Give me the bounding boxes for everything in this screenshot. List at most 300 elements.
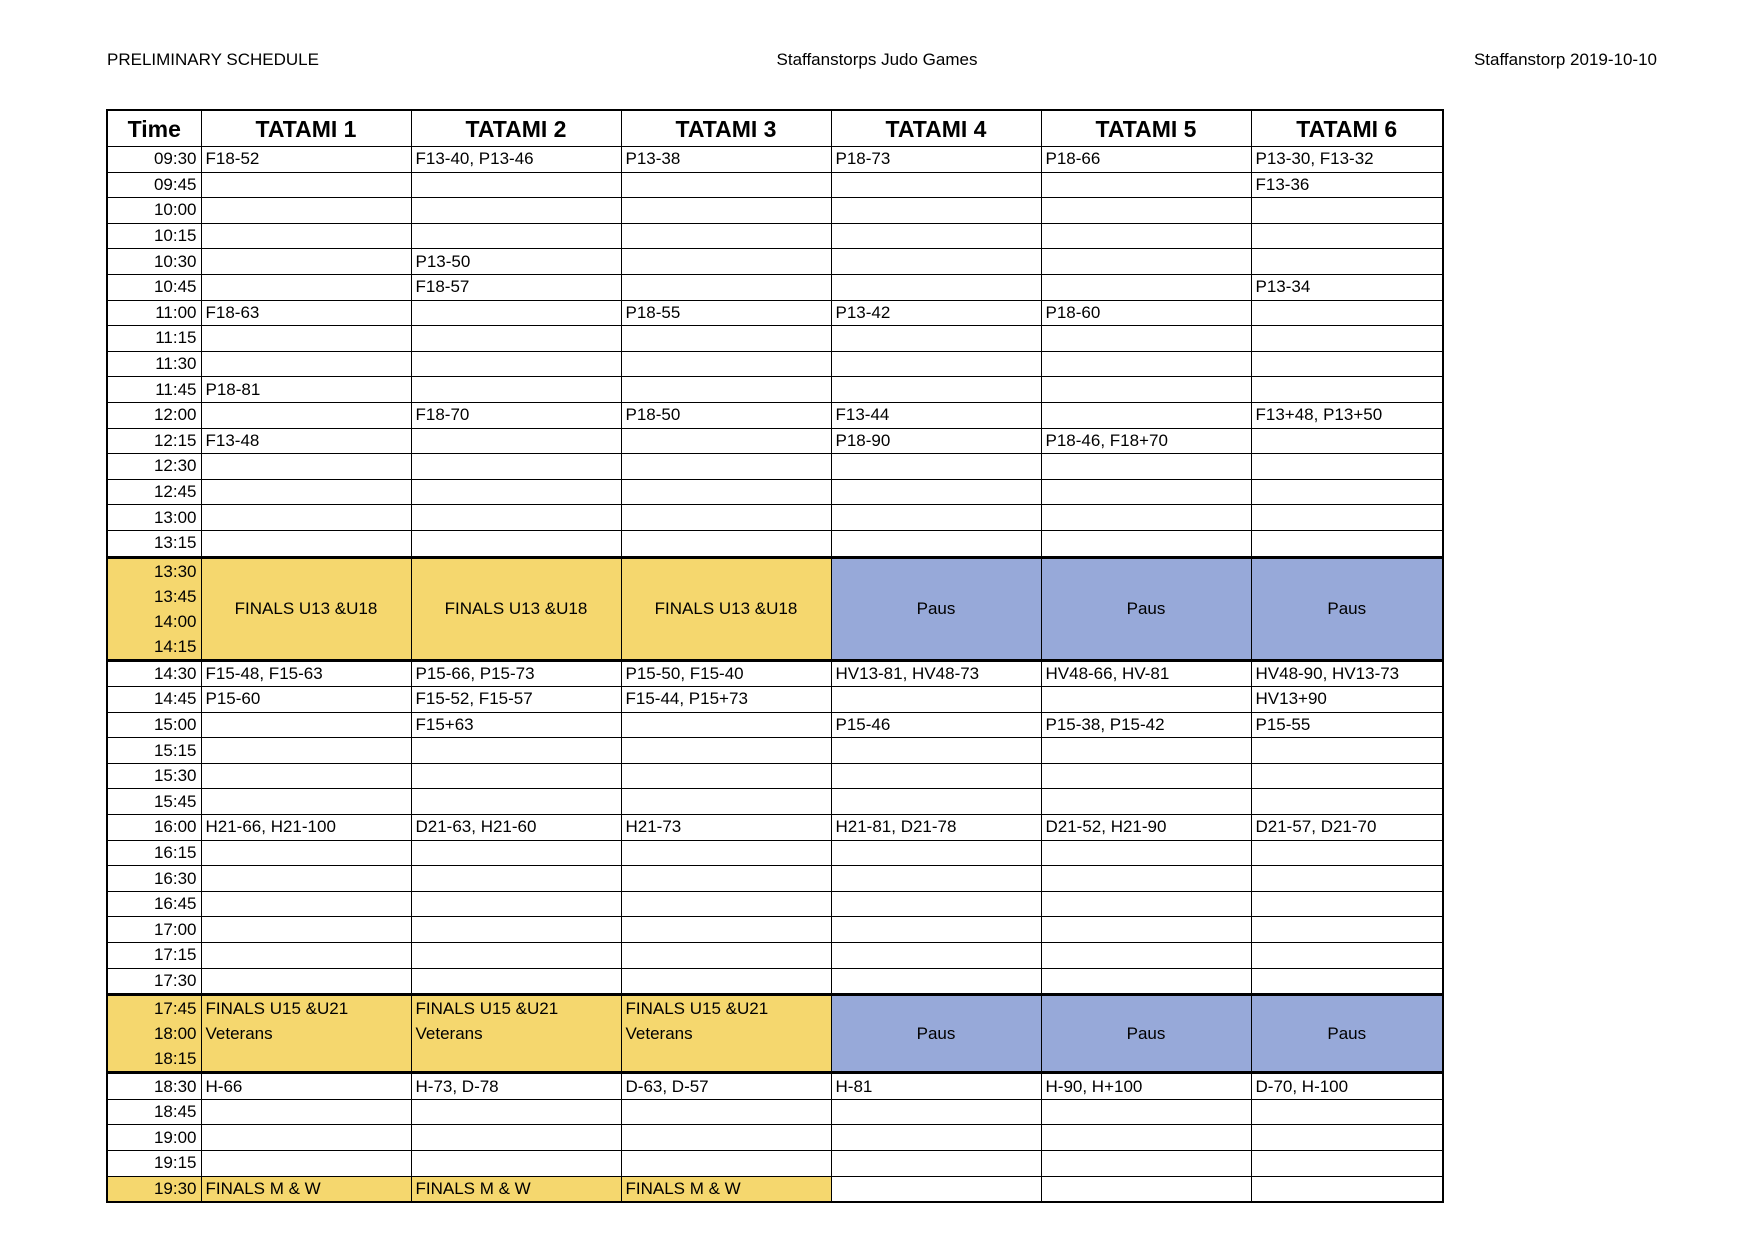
time-label: 18:15 (153, 1049, 197, 1069)
time-cell: 11:00 (107, 300, 201, 326)
schedule-cell: P15-38, P15-42 (1041, 712, 1251, 738)
schedule-cell (1041, 223, 1251, 249)
table-row (107, 147, 1443, 173)
schedule-cell: F13-36 (1251, 172, 1443, 198)
finals-band-row (107, 995, 1443, 1073)
table-row (107, 198, 1443, 224)
schedule-cell (201, 1151, 411, 1177)
table-row (107, 505, 1443, 531)
schedule-cell (201, 172, 411, 198)
schedule-cell (201, 402, 411, 428)
column-header: TATAMI 4 (831, 110, 1041, 147)
time-cell: 10:00 (107, 198, 201, 224)
schedule-cell (831, 505, 1041, 531)
schedule-cell (411, 223, 621, 249)
schedule-cell (1041, 763, 1251, 789)
schedule-cell: FINALS M & W (201, 1176, 411, 1202)
time-cell: 15:15 (107, 738, 201, 764)
schedule-cell (831, 351, 1041, 377)
finals-cell (201, 995, 411, 1073)
time-cell: 15:45 (107, 789, 201, 815)
schedule-cell (621, 198, 831, 224)
time-cell: 12:30 (107, 454, 201, 480)
schedule-cell: H21-66, H21-100 (201, 815, 411, 841)
schedule-cell (1251, 1176, 1443, 1202)
pause-cell: Paus (1251, 995, 1443, 1073)
schedule-cell (621, 530, 831, 557)
column-header: TATAMI 3 (621, 110, 831, 147)
schedule-cell (1251, 428, 1443, 454)
schedule-cell (1041, 968, 1251, 995)
schedule-cell (831, 763, 1041, 789)
schedule-cell (1041, 479, 1251, 505)
time-cell: 17:15 (107, 943, 201, 969)
column-header: TATAMI 1 (201, 110, 411, 147)
table-row (107, 479, 1443, 505)
column-header: Time (107, 110, 201, 147)
finals-cell: FINALS U13 &U18 (621, 557, 831, 660)
schedule-cell: H-90, H+100 (1041, 1073, 1251, 1100)
time-label: 18:00 (153, 1024, 197, 1044)
table-row (107, 223, 1443, 249)
schedule-cell (201, 968, 411, 995)
time-cell: 10:30 (107, 249, 201, 275)
schedule-cell (831, 223, 1041, 249)
time-cell: 15:00 (107, 712, 201, 738)
time-cell: 19:30 (107, 1176, 201, 1202)
schedule-cell (621, 1099, 831, 1125)
schedule-cell: P15-66, P15-73 (411, 660, 621, 687)
schedule-cell (201, 198, 411, 224)
schedule-cell (1251, 300, 1443, 326)
schedule-cell (1251, 377, 1443, 403)
schedule-cell (831, 479, 1041, 505)
time-cell: 10:15 (107, 223, 201, 249)
schedule-cell (831, 968, 1041, 995)
schedule-cell (1041, 530, 1251, 557)
time-cell: 16:45 (107, 891, 201, 917)
schedule-cell (1041, 326, 1251, 352)
schedule-cell (831, 840, 1041, 866)
schedule-cell (411, 172, 621, 198)
time-cell: 09:45 (107, 172, 201, 198)
finals-sublabel: Veterans (205, 1024, 273, 1044)
schedule-cell (831, 1176, 1041, 1202)
schedule-cell (411, 505, 621, 531)
schedule-cell (1041, 687, 1251, 713)
header-left-title: PRELIMINARY SCHEDULE (107, 50, 319, 69)
schedule-cell (621, 866, 831, 892)
schedule-cell: D-70, H-100 (1251, 1073, 1443, 1100)
pause-cell: Paus (1041, 995, 1251, 1073)
schedule-cell (1251, 479, 1443, 505)
schedule-cell (621, 712, 831, 738)
time-cell: 12:15 (107, 428, 201, 454)
schedule-cell (831, 1099, 1041, 1125)
schedule-cell (201, 866, 411, 892)
schedule-cell: P18-73 (831, 147, 1041, 173)
schedule-cell (411, 326, 621, 352)
schedule-cell: D-63, D-57 (621, 1073, 831, 1100)
schedule-cell: H21-81, D21-78 (831, 815, 1041, 841)
time-cell: 12:00 (107, 402, 201, 428)
schedule-cell (411, 300, 621, 326)
schedule-cell: D21-57, D21-70 (1251, 815, 1443, 841)
schedule-cell (201, 351, 411, 377)
schedule-cell (1251, 249, 1443, 275)
schedule-cell (411, 917, 621, 943)
final-row (107, 1176, 1443, 1202)
schedule-cell (411, 968, 621, 995)
schedule-cell: HV13+90 (1251, 687, 1443, 713)
schedule-cell (1251, 917, 1443, 943)
schedule-cell: P13-34 (1251, 274, 1443, 300)
schedule-cell (411, 351, 621, 377)
schedule-cell (1041, 789, 1251, 815)
schedule-cell: P15-46 (831, 712, 1041, 738)
schedule-cell (1041, 172, 1251, 198)
time-cell: 14:30 (107, 660, 201, 687)
time-cell: 16:15 (107, 840, 201, 866)
schedule-cell: P13-38 (621, 147, 831, 173)
schedule-cell (831, 738, 1041, 764)
schedule-cell: HV48-66, HV-81 (1041, 660, 1251, 687)
time-cell (107, 995, 201, 1073)
schedule-cell (621, 968, 831, 995)
schedule-cell (201, 274, 411, 300)
table-row (107, 660, 1443, 687)
header-place-date: Staffanstorp 2019-10-10 (1473, 50, 1657, 69)
schedule-cell (1251, 738, 1443, 764)
finals-cell (621, 995, 831, 1073)
table-row (107, 943, 1443, 969)
table-row (107, 1073, 1443, 1100)
schedule-cell (1041, 1176, 1251, 1202)
schedule-cell (201, 326, 411, 352)
schedule-cell (201, 789, 411, 815)
table-row (107, 815, 1443, 841)
table-row (107, 712, 1443, 738)
schedule-cell (201, 249, 411, 275)
time-cell: 16:30 (107, 866, 201, 892)
schedule-cell (621, 763, 831, 789)
schedule-cell (1041, 1151, 1251, 1177)
schedule-cell (621, 326, 831, 352)
schedule-cell: HV48-90, HV13-73 (1251, 660, 1443, 687)
table-row (107, 172, 1443, 198)
schedule-cell (831, 1151, 1041, 1177)
time-label: 14:00 (153, 611, 197, 631)
schedule-cell (1041, 943, 1251, 969)
table-row (107, 377, 1443, 403)
schedule-cell (1041, 274, 1251, 300)
schedule-cell (831, 1125, 1041, 1151)
table-row (107, 326, 1443, 352)
schedule-cell (621, 479, 831, 505)
table-row (107, 1125, 1443, 1151)
time-cell: 11:15 (107, 326, 201, 352)
table-row (107, 300, 1443, 326)
schedule-cell (1251, 763, 1443, 789)
table-row (107, 274, 1443, 300)
schedule-cell (411, 1099, 621, 1125)
schedule-cell (201, 223, 411, 249)
schedule-cell (1251, 351, 1443, 377)
schedule-cell (831, 943, 1041, 969)
pause-cell: Paus (831, 995, 1041, 1073)
schedule-cell (1251, 840, 1443, 866)
schedule-cell: P18-50 (621, 402, 831, 428)
schedule-cell (201, 840, 411, 866)
finals-label: FINALS U15 &U21 (625, 999, 769, 1019)
schedule-cell (1041, 866, 1251, 892)
schedule-cell: F13-40, P13-46 (411, 147, 621, 173)
pause-cell: Paus (831, 557, 1041, 660)
schedule-cell (1041, 351, 1251, 377)
table-row (107, 789, 1443, 815)
schedule-cell (621, 789, 831, 815)
schedule-cell (1041, 402, 1251, 428)
table-row (107, 1151, 1443, 1177)
schedule-cell (621, 891, 831, 917)
schedule-cell (201, 1125, 411, 1151)
schedule-cell (1251, 505, 1443, 531)
schedule-cell (621, 223, 831, 249)
schedule-cell: P18-60 (1041, 300, 1251, 326)
schedule-cell (1251, 326, 1443, 352)
finals-cell (411, 995, 621, 1073)
schedule-cell: H21-73 (621, 815, 831, 841)
table-row (107, 866, 1443, 892)
schedule-cell: HV13-81, HV48-73 (831, 660, 1041, 687)
schedule-cell: F15-44, P15+73 (621, 687, 831, 713)
column-header: TATAMI 5 (1041, 110, 1251, 147)
schedule-cell (1251, 1125, 1443, 1151)
schedule-cell (201, 454, 411, 480)
schedule-cell (1041, 917, 1251, 943)
table-row (107, 968, 1443, 995)
time-cell: 19:00 (107, 1125, 201, 1151)
table-row (107, 530, 1443, 557)
schedule-cell (411, 866, 621, 892)
schedule-cell (621, 351, 831, 377)
time-cell: 11:45 (107, 377, 201, 403)
schedule-cell: P15-50, F15-40 (621, 660, 831, 687)
schedule-cell (201, 479, 411, 505)
time-cell: 09:30 (107, 147, 201, 173)
schedule-cell (831, 687, 1041, 713)
schedule-cell (1041, 505, 1251, 531)
pause-cell: Paus (1251, 557, 1443, 660)
schedule-cell (621, 1151, 831, 1177)
schedule-cell (831, 891, 1041, 917)
time-cell: 18:45 (107, 1099, 201, 1125)
schedule-cell: F15-48, F15-63 (201, 660, 411, 687)
pause-cell: Paus (1041, 557, 1251, 660)
schedule-cell (831, 917, 1041, 943)
schedule-cell (831, 249, 1041, 275)
finals-cell: FINALS U13 &U18 (411, 557, 621, 660)
schedule-cell (411, 198, 621, 224)
column-header: TATAMI 6 (1251, 110, 1443, 147)
finals-cell: FINALS U13 &U18 (201, 557, 411, 660)
schedule-cell: H-81 (831, 1073, 1041, 1100)
schedule-cell (1251, 530, 1443, 557)
table-row (107, 351, 1443, 377)
schedule-cell (201, 712, 411, 738)
schedule-cell: P13-30, F13-32 (1251, 147, 1443, 173)
table-row (107, 763, 1443, 789)
schedule-cell (411, 1151, 621, 1177)
time-cell: 19:15 (107, 1151, 201, 1177)
schedule-table (106, 109, 1444, 1203)
schedule-cell (1041, 198, 1251, 224)
schedule-cell (621, 840, 831, 866)
schedule-cell (621, 738, 831, 764)
schedule-cell: F18-70 (411, 402, 621, 428)
schedule-cell: F13-48 (201, 428, 411, 454)
schedule-cell (201, 917, 411, 943)
schedule-cell (621, 505, 831, 531)
schedule-cell: F18-52 (201, 147, 411, 173)
finals-band-row (107, 557, 1443, 660)
finals-sublabel: Veterans (625, 1024, 693, 1044)
schedule-cell (1041, 249, 1251, 275)
column-header: TATAMI 2 (411, 110, 621, 147)
time-cell: 15:30 (107, 763, 201, 789)
schedule-cell (1251, 891, 1443, 917)
schedule-cell (831, 172, 1041, 198)
schedule-cell (831, 274, 1041, 300)
schedule-cell (621, 428, 831, 454)
schedule-cell (1041, 738, 1251, 764)
schedule-cell (621, 1125, 831, 1151)
time-cell: 10:45 (107, 274, 201, 300)
schedule-cell (1041, 891, 1251, 917)
schedule-cell (411, 738, 621, 764)
schedule-cell (411, 454, 621, 480)
schedule-cell: P13-50 (411, 249, 621, 275)
schedule-cell: H-73, D-78 (411, 1073, 621, 1100)
time-cell: 12:45 (107, 479, 201, 505)
schedule-cell (1251, 1099, 1443, 1125)
schedule-cell (1041, 840, 1251, 866)
schedule-cell (621, 377, 831, 403)
schedule-cell (621, 917, 831, 943)
schedule-cell (1251, 198, 1443, 224)
schedule-cell (1251, 1151, 1443, 1177)
schedule-cell (831, 377, 1041, 403)
time-cell: 18:30 (107, 1073, 201, 1100)
time-cell: 16:00 (107, 815, 201, 841)
schedule-cell (411, 428, 621, 454)
schedule-cell (1251, 789, 1443, 815)
schedule-cell: F18-63 (201, 300, 411, 326)
schedule-cell (831, 789, 1041, 815)
schedule-cell (201, 530, 411, 557)
schedule-cell (411, 530, 621, 557)
schedule-cell: F13+48, P13+50 (1251, 402, 1443, 428)
schedule-cell (411, 479, 621, 505)
schedule-cell (1251, 454, 1443, 480)
schedule-cell (1251, 943, 1443, 969)
schedule-cell (831, 530, 1041, 557)
table-row (107, 891, 1443, 917)
schedule-cell (1251, 968, 1443, 995)
schedule-cell (1251, 223, 1443, 249)
time-cell: 11:30 (107, 351, 201, 377)
time-label: 13:30 (153, 561, 197, 581)
schedule-cell: F15-52, F15-57 (411, 687, 621, 713)
schedule-cell (411, 763, 621, 789)
time-label: 14:15 (153, 636, 197, 656)
schedule-cell (201, 505, 411, 531)
schedule-cell (831, 326, 1041, 352)
schedule-cell: H-66 (201, 1073, 411, 1100)
time-cell: 17:30 (107, 968, 201, 995)
finals-sublabel: Veterans (415, 1024, 483, 1044)
schedule-cell: F15+63 (411, 712, 621, 738)
schedule-cell: F13-44 (831, 402, 1041, 428)
schedule-cell: D21-52, H21-90 (1041, 815, 1251, 841)
table-row (107, 454, 1443, 480)
finals-label: FINALS U15 &U21 (205, 999, 349, 1019)
time-label: 17:45 (153, 999, 197, 1019)
schedule-cell (1251, 866, 1443, 892)
table-row (107, 428, 1443, 454)
schedule-cell (201, 738, 411, 764)
schedule-cell: P18-55 (621, 300, 831, 326)
schedule-cell: P13-42 (831, 300, 1041, 326)
table-row (107, 917, 1443, 943)
schedule-cell (621, 943, 831, 969)
schedule-cell: FINALS M & W (621, 1176, 831, 1202)
time-label: 13:45 (153, 586, 197, 606)
time-cell: 17:00 (107, 917, 201, 943)
schedule-cell (411, 1125, 621, 1151)
schedule-cell (831, 198, 1041, 224)
table-row (107, 249, 1443, 275)
table-row (107, 1099, 1443, 1125)
schedule-cell: F18-57 (411, 274, 621, 300)
time-cell: 14:45 (107, 687, 201, 713)
schedule-cell (1041, 1099, 1251, 1125)
schedule-cell (831, 454, 1041, 480)
schedule-cell (1041, 1125, 1251, 1151)
schedule-cell (1041, 377, 1251, 403)
schedule-cell (621, 249, 831, 275)
schedule-cell (411, 789, 621, 815)
schedule-cell: D21-63, H21-60 (411, 815, 621, 841)
schedule-cell: P15-60 (201, 687, 411, 713)
schedule-cell: P15-55 (1251, 712, 1443, 738)
schedule-cell: P18-81 (201, 377, 411, 403)
table-row (107, 687, 1443, 713)
table-row (107, 402, 1443, 428)
time-cell: 13:15 (107, 530, 201, 557)
schedule-cell: P18-46, F18+70 (1041, 428, 1251, 454)
table-row (107, 840, 1443, 866)
schedule-cell: FINALS M & W (411, 1176, 621, 1202)
header-row (107, 110, 1443, 147)
schedule-cell: P18-90 (831, 428, 1041, 454)
schedule-cell (411, 840, 621, 866)
table-row (107, 738, 1443, 764)
schedule-cell (201, 1099, 411, 1125)
schedule-cell (411, 943, 621, 969)
schedule-cell (201, 763, 411, 789)
schedule-cell (1041, 454, 1251, 480)
